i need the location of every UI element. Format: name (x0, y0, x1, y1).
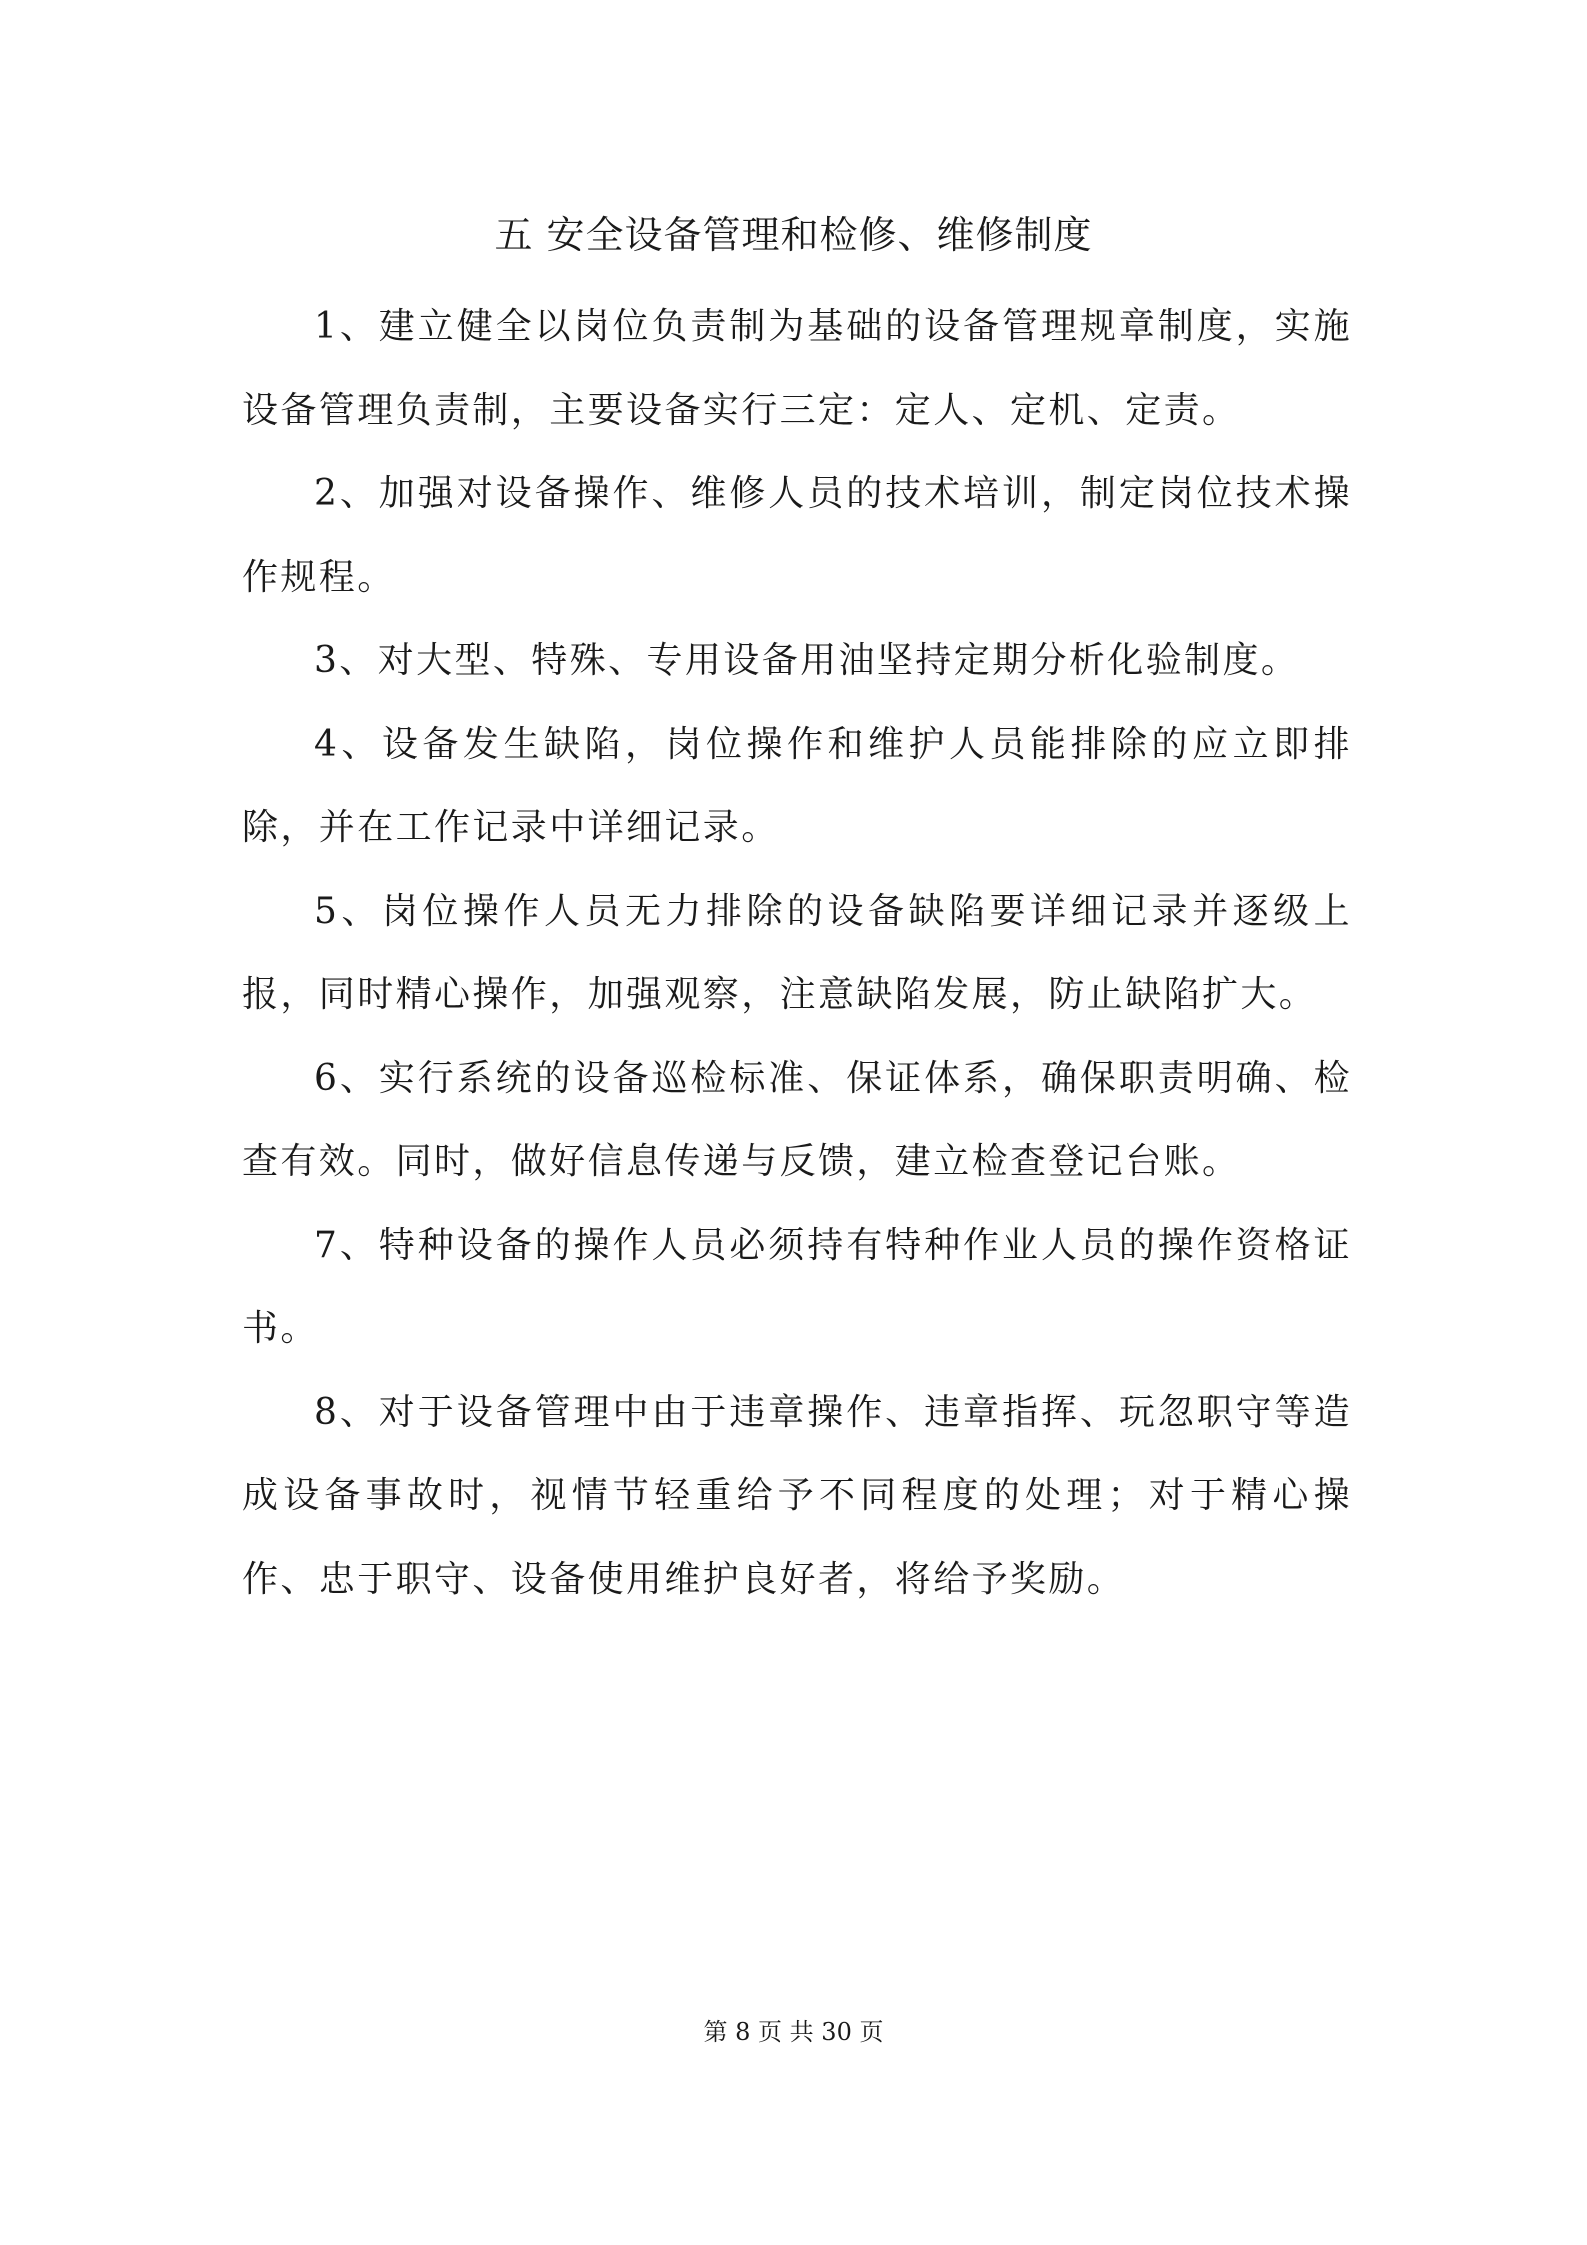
paragraph-3: 3、对大型、特殊、专用设备用油坚持定期分析化验制度。 (314, 640, 1300, 681)
paragraph-4: 4、设备发生缺陷，岗位操作和维护人员能排除的应立即排除，并在工作记录中详细记录。 (242, 723, 1352, 848)
page-footer (0, 2012, 1587, 2052)
paragraph-6: 6、实行系统的设备巡检标准、保证体系，确保职责明确、检查有效。同时，做好信息传递与反馈，建立检查登记台账。 (242, 1057, 1352, 1182)
section-title: 五 安全设备管理和检修、维修制度 (494, 213, 1093, 257)
document-body (242, 285, 1352, 1621)
paragraph-2: 2、加强对设备操作、维修人员的技术培训，制定岗位技术操作规程。 (242, 473, 1352, 598)
paragraph-7: 7、特种设备的操作人员必须持有特种作业人员的操作资格证书。 (242, 1224, 1352, 1349)
page-number: 第 8 页 共 30 页 (703, 2018, 884, 2046)
paragraph-1: 1、建立健全以岗位负责制为基础的设备管理规章制度，实施设备管理负责制，主要设备实行三定：定人、定机、定责。 (242, 306, 1352, 431)
paragraph-5: 5、岗位操作人员无力排除的设备缺陷要详细记录并逐级上报，同时精心操作，加强观察，注意缺陷发展，防止缺陷扩大。 (242, 890, 1352, 1015)
paragraph-8: 8、对于设备管理中由于违章操作、违章指挥、玩忽职守等造成设备事故时，视情节轻重给予不同程度的处理；对于精心操作、忠于职守、设备使用维护良好者，将给予奖励。 (242, 1391, 1352, 1600)
